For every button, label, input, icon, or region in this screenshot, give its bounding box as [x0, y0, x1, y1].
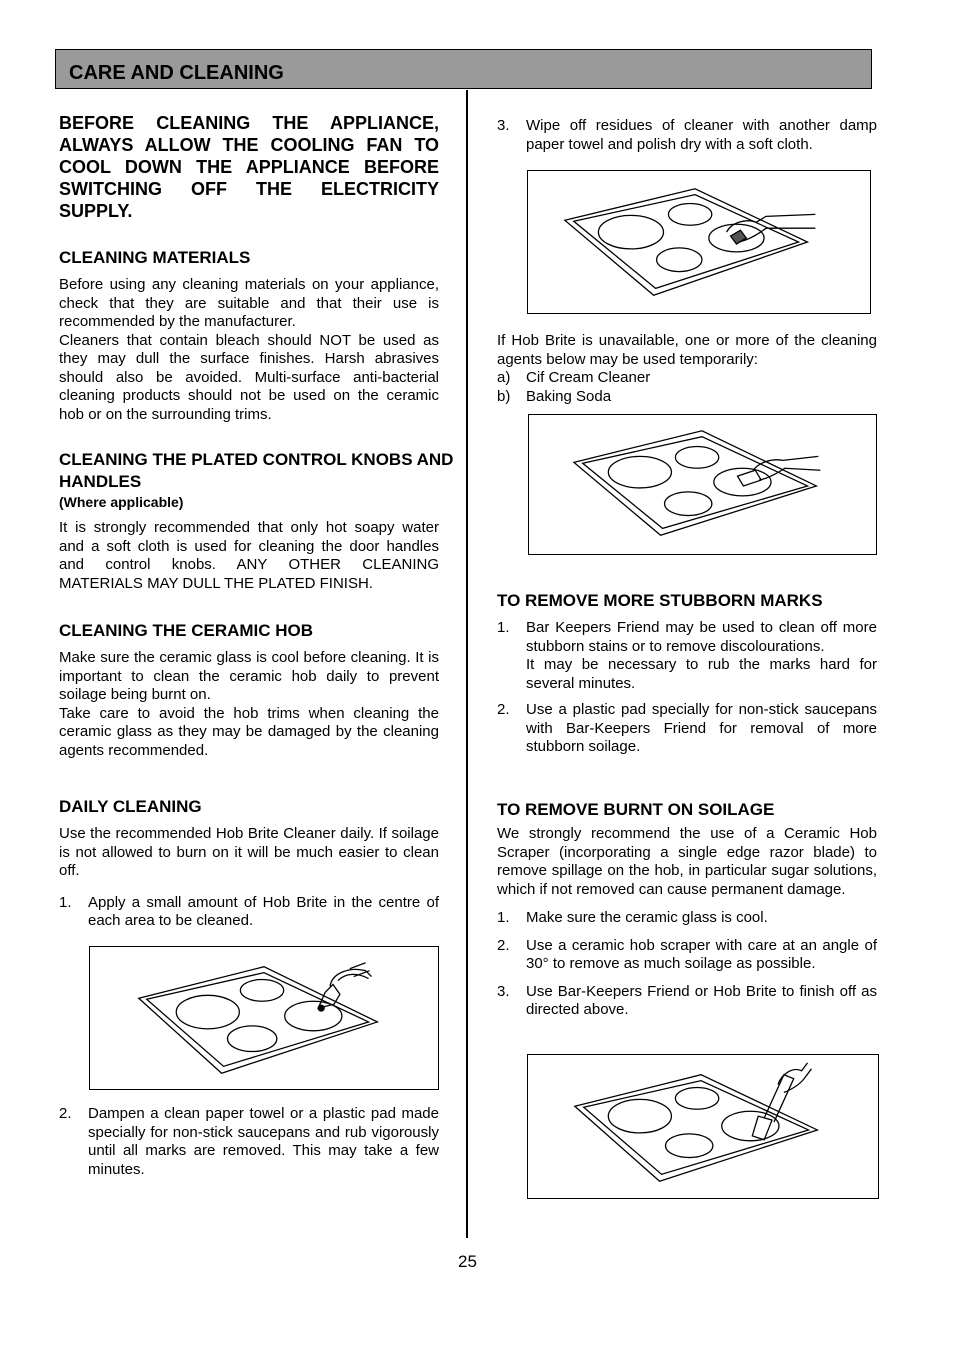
plated-knobs-subheading: (Where applicable): [59, 494, 184, 510]
burnt-step-2: [497, 937, 877, 974]
section-header: [55, 49, 872, 89]
burnt-soilage-section: [497, 799, 877, 1020]
step-number: 2.: [59, 1105, 72, 1122]
illustration-alternative-cleaner: [528, 414, 877, 555]
burnt-step-1: [497, 909, 877, 928]
daily-step-1: [59, 894, 439, 931]
stubborn-step-2: [497, 701, 877, 757]
burnt-soilage-text: We strongly recommend the use of a Ceramic Hob Scraper (incorporating a single edge razor blade) to remove spillage on the hob, in particular sugar solutions, which if not removed can cause permanent damage.: [497, 825, 877, 898]
ceramic-hob-text-1: Make sure the ceramic glass is cool before cleaning. It is important to clean the ceramic hob daily to prevent soilage being burnt on.: [59, 649, 439, 703]
page-title: CARE AND CLEANING: [69, 62, 284, 84]
alternative-agents-text: If Hob Brite is unavailable, one or more of the cleaning agents below may be used temporarily:: [497, 332, 877, 368]
step-text: Use Bar-Keepers Friend or Hob Brite to finish off as directed above.: [526, 982, 877, 1018]
stubborn-step-1: [497, 619, 877, 693]
page-number: 25: [458, 1252, 477, 1271]
daily-cleaning-section: [59, 796, 439, 931]
alternative-agent-b: [497, 388, 877, 407]
alternative-agent-a: [497, 369, 877, 388]
cleaning-materials-section: [59, 247, 439, 424]
ceramic-hob-text-2: Take care to avoid the hob trims when cleaning the ceramic glass as they may be damaged by the cleaning agents recommended.: [59, 704, 439, 759]
step-number: 1.: [59, 893, 72, 911]
step-text-continued: It may be necessary to rub the marks hard for several minutes.: [526, 656, 877, 692]
plated-knobs-section: [59, 449, 464, 593]
plated-knobs-text: It is strongly recommended that only hot soapy water and a soft cloth is used for cleaning the door handles and control knobs. ANY OTHER CLEANING MATERIALS MAY DULL THE PLATED FINISH.: [59, 519, 439, 592]
column-divider: [466, 90, 468, 1238]
step-number: 3.: [497, 982, 510, 1000]
step-number: 1.: [497, 619, 510, 636]
cleaning-materials-heading: CLEANING MATERIALS: [59, 248, 251, 267]
step-text: Wipe off residues of cleaner with another damp paper towel and polish dry with a soft cloth.: [526, 117, 877, 153]
step-number: 2.: [497, 701, 510, 718]
step-number: 2.: [497, 936, 510, 954]
step-text: Bar Keepers Friend may be used to clean off more stubborn stains or to remove discolourations.: [526, 619, 877, 655]
step-number: 1.: [497, 909, 510, 926]
ceramic-hob-section: [59, 620, 439, 760]
illustration-apply-hob-brite: [89, 946, 439, 1090]
step-number: 3.: [497, 117, 510, 134]
item-letter: a): [497, 369, 511, 386]
daily-cleaning-heading: DAILY CLEANING: [59, 797, 202, 816]
item-text: Cif Cream Cleaner: [526, 369, 651, 386]
stubborn-marks-section: [497, 590, 877, 757]
safety-warning: BEFORE CLEANING THE APPLIANCE, ALWAYS ALLOW THE COOLING FAN TO COOL DOWN THE APPLIANCE BEFORE SWITCHING OFF THE ELECTRICITY SUPPLY.: [59, 113, 439, 221]
step-text: Make sure the ceramic glass is cool.: [526, 909, 768, 926]
item-text: Baking Soda: [526, 387, 612, 405]
stubborn-marks-heading: TO REMOVE MORE STUBBORN MARKS: [497, 591, 823, 610]
step-text: Use a plastic pad specially for non-stick saucepans with Bar-Keepers Friend for removal of more stubborn soilage.: [526, 701, 877, 755]
daily-cleaning-text: Use the recommended Hob Brite Cleaner daily. If soilage is not allowed to burn on it will be much easier to clean off.: [59, 825, 439, 879]
burnt-step-3: [497, 983, 877, 1020]
illustration-scraper: [527, 1054, 879, 1199]
cleaning-materials-text-2: Cleaners that contain bleach should NOT be used as they may dull the surface finishes. Harsh abrasives should also be avoided. Multi-surface anti-bacterial cleaning products should not be used on the ceramic hob or on the surrounding trims.: [59, 331, 439, 423]
daily-step-2: [59, 1105, 439, 1179]
illustration-wipe-residue: [527, 170, 871, 314]
cleaning-materials-text-1: Before using any cleaning materials on your appliance, check that they are suitable and that their use is recommended by the manufacturer.: [59, 276, 439, 330]
burnt-soilage-heading: TO REMOVE BURNT ON SOILAGE: [497, 800, 775, 819]
alternative-agents-block: [497, 332, 877, 406]
plated-knobs-heading: CLEANING THE PLATED CONTROL KNOBS AND HANDLES: [59, 450, 454, 491]
step-text: Apply a small amount of Hob Brite in the centre of each area to be cleaned.: [88, 893, 439, 929]
ceramic-hob-heading: CLEANING THE CERAMIC HOB: [59, 621, 314, 640]
daily-step-3-block: [497, 117, 877, 154]
daily-step-2-block: [59, 1105, 439, 1179]
item-letter: b): [497, 387, 511, 405]
step-text: Use a ceramic hob scraper with care at an angle of 30° to remove as much soilage as possible.: [526, 936, 877, 972]
daily-step-3: [497, 117, 877, 154]
step-text: Dampen a clean paper towel or a plastic pad made specially for non-stick saucepans and rub vigorously until all marks are removed. This may take a few minutes.: [88, 1105, 439, 1178]
